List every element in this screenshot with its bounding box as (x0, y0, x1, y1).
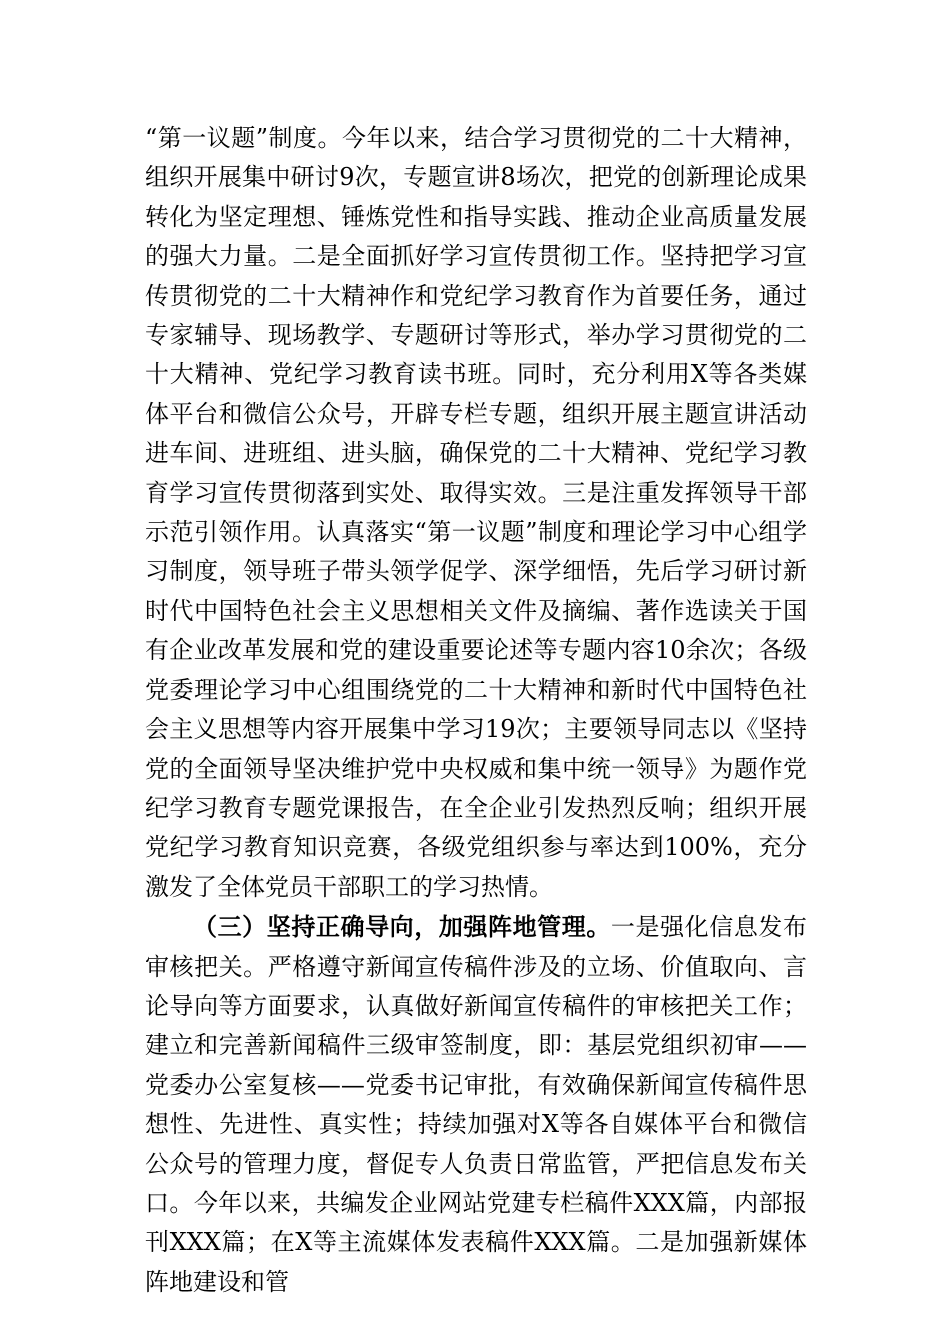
paragraph-2-text: 一是强化信息发布审核把关。严格遵守新闻宣传稿件涉及的立场、价值取向、言论导向等方面要求，认真做好新闻宣传稿件的审核把关工作；建立和完善新闻稿件三级审签制度，即：基层党组织初审——党委办公室复核——党委书记审批，有效确保新闻宣传稿件思想性、先进性、真实性；持续加强对X等各自媒体平台和微信公众号的管理力度，督促专人负责日常监管，严把信息发布关口。今年以来，共编发企业网站党建专栏稿件XXX篇，内部报刊XXX篇；在X等主流媒体发表稿件XXX篇。二是加强新媒体阵地建设和管 (145, 913, 808, 1296)
paragraph-1-text: “第一议题”制度。今年以来，结合学习贯彻党的二十大精神，组织开展集中研讨9次，专题宣讲8场次，把党的创新理论成果转化为坚定理想、锤炼党性和指导实践、推动企业高质量发展的强大力量。二是全面抓好学习宣传贯彻工作。坚持把学习宣传贯彻党的二十大精神作和党纪学习教育作为首要任务，通过专家辅导、现场教学、专题研讨等形式，举办学习贯彻党的二十大精神、党纪学习教育读书班。同时，充分利用X等各类媒体平台和微信公众号，开辟专栏专题，组织开展主题宣讲活动进车间、进班组、进头脑，确保党的二十大精神、党纪学习教育学习宣传贯彻落到实处、取得实效。三是注重发挥领导干部示范引领作用。认真落实“第一议题”制度和理论学习中心组学习制度，领导班子带头领学促学、深学细悟，先后学习研讨新时代中国特色社会主义思想相关文件及摘编、著作选读关于国有企业改革发展和党的建设重要论述等专题内容10余次；各级党委理论学习中心组围绕党的二十大精神和新时代中国特色社会主义思想等内容开展集中学习19次；主要领导同志以《坚持党的全面领导坚决维护党中央权威和集中统一领导》为题作党纪学习教育专题党课报告，在全企业引发热烈反响；组织开展党纪学习教育知识竞赛，各级党组织参与率达到100%，充分激发了全体党员干部职工的学习热情。 (145, 124, 807, 901)
section-heading: （三）坚持正确导向，加强阵地管理。 (193, 912, 611, 942)
paragraph-1 (145, 119, 807, 907)
document-page (145, 119, 807, 1302)
paragraph-2 (145, 907, 807, 1302)
